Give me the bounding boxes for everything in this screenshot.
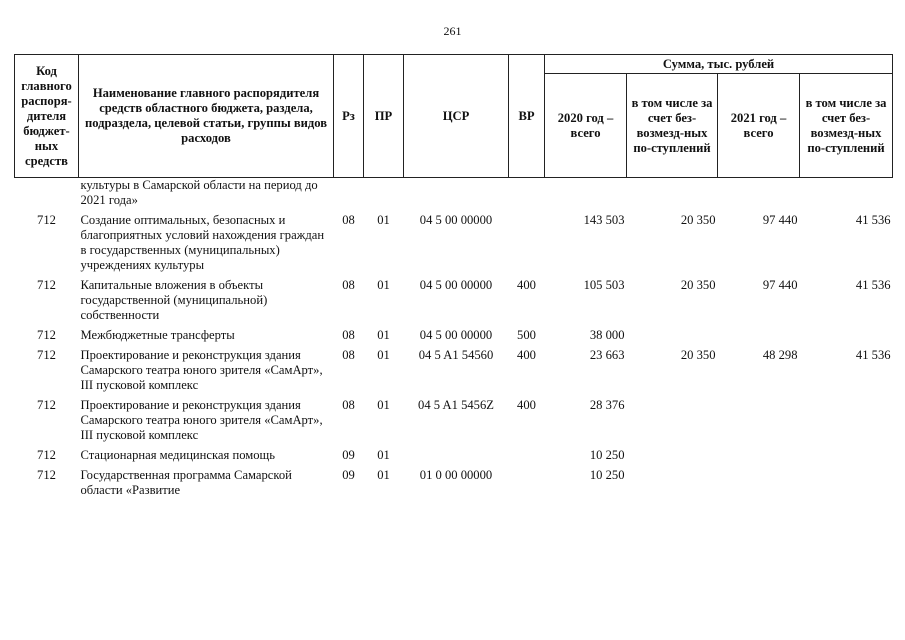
continuation-text: культуры в Самарской области на период до 2021 года» — [80, 178, 318, 207]
header-2020-free: в том числе за счет без-возмезд-ных по-ступлений — [627, 74, 718, 178]
cell-code: 712 — [37, 328, 56, 342]
cell-vr: 400 — [517, 348, 536, 362]
cell-vr — [509, 447, 545, 467]
cell-2020-free: 20 350 — [680, 278, 716, 292]
header-code: Код главного распоря-дителя бюджет-ных средств — [15, 55, 79, 178]
header-2021-free: в том числе за счет без-возмезд-ных по-ступлений — [800, 74, 893, 178]
table-row-continuation — [15, 178, 893, 213]
cell-pr: 01 — [377, 398, 390, 412]
cell-name: Проектирование и реконструкция здания Самарского театра юного зрителя «СамАрт», III пусковой комплекс — [80, 348, 323, 392]
header-vr: ВР — [509, 55, 545, 178]
cell-name: Межбюджетные трансферты — [80, 328, 235, 342]
cell-vr — [509, 212, 545, 277]
cell-csr: 04 5 00 00000 — [419, 328, 493, 342]
cell-csr: 04 5 00 00000 — [419, 213, 493, 227]
cell-2020-free — [627, 327, 718, 347]
cell-rz: 08 — [342, 398, 355, 412]
cell-2020-total: 23 663 — [589, 348, 625, 362]
cell-2021-total — [718, 467, 800, 502]
cell-2021-free: 41 536 — [855, 348, 891, 362]
cell-name: Капитальные вложения в объекты государственной (муниципальной) собственности — [80, 278, 268, 322]
cell-name: Государственная программа Самарской области «Развитие — [80, 468, 292, 497]
cell-2020-free — [627, 447, 718, 467]
cell-pr: 01 — [377, 328, 390, 342]
cell-2020-total: 28 376 — [589, 398, 625, 412]
cell-2020-free: 20 350 — [680, 348, 716, 362]
cell-2020-total: 105 503 — [583, 278, 625, 292]
cell-2021-free — [800, 467, 893, 502]
cell-code: 712 — [37, 468, 56, 482]
cell-rz: 08 — [342, 328, 355, 342]
cell-csr — [404, 447, 509, 467]
table-row — [15, 347, 893, 397]
page-number: 261 — [443, 24, 462, 38]
cell-rz: 08 — [342, 348, 355, 362]
cell-rz: 08 — [342, 278, 355, 292]
cell-vr — [509, 467, 545, 502]
cell-2020-total: 10 250 — [589, 448, 625, 462]
cell-2021-free: 41 536 — [855, 213, 891, 227]
cell-name: Создание оптимальных, безопасных и благоприятных условий нахождения граждан в государственных (муниципальных) учреждениях культуры — [80, 213, 325, 272]
table-row — [15, 327, 893, 347]
header-name: Наименование главного распорядителя средств областного бюджета, раздела, подраздела, целевой статьи, группы видов расходов — [79, 55, 334, 178]
cell-2020-total: 143 503 — [583, 213, 625, 227]
cell-code: 712 — [37, 213, 56, 227]
cell-2021-total — [718, 327, 800, 347]
cell-rz: 08 — [342, 213, 355, 227]
cell-csr: 04 5 A1 54560 — [418, 348, 494, 362]
cell-pr: 01 — [377, 348, 390, 362]
table-row — [15, 447, 893, 467]
cell-pr: 01 — [377, 468, 390, 482]
cell-pr: 01 — [377, 448, 390, 462]
cell-2020-free: 20 350 — [680, 213, 716, 227]
cell-2021-total: 97 440 — [762, 213, 798, 227]
cell-csr: 04 5 A1 5456Z — [418, 398, 494, 412]
cell-2021-free: 41 536 — [855, 278, 891, 292]
cell-2021-total: 97 440 — [762, 278, 798, 292]
cell-code: 712 — [37, 398, 56, 412]
cell-name: Проектирование и реконструкция здания Самарского театра юного зрителя «СамАрт», III пусковой комплекс — [80, 398, 323, 442]
table-header — [15, 55, 893, 178]
cell-2021-free — [800, 447, 893, 467]
cell-2021-total — [718, 397, 800, 447]
table-row — [15, 467, 893, 502]
budget-table — [14, 54, 893, 502]
cell-2020-free — [627, 467, 718, 502]
cell-2021-free — [800, 327, 893, 347]
cell-rz: 09 — [342, 468, 355, 482]
cell-2020-total: 10 250 — [589, 468, 625, 482]
cell-pr: 01 — [377, 213, 390, 227]
table-row — [15, 397, 893, 447]
header-2020-total: 2020 год – всего — [545, 74, 627, 178]
header-sum: Сумма, тыс. рублей — [545, 55, 893, 74]
cell-2020-free — [627, 397, 718, 447]
header-csr: ЦСР — [404, 55, 509, 178]
cell-vr: 400 — [517, 398, 536, 412]
header-2021-total: 2021 год – всего — [718, 74, 800, 178]
table-row — [15, 212, 893, 277]
cell-vr: 500 — [517, 328, 536, 342]
cell-2021-total — [718, 447, 800, 467]
cell-2021-total: 48 298 — [762, 348, 798, 362]
header-rz: Рз — [334, 55, 364, 178]
table-row — [15, 277, 893, 327]
cell-code: 712 — [37, 448, 56, 462]
cell-csr: 01 0 00 00000 — [419, 468, 493, 482]
cell-rz: 09 — [342, 448, 355, 462]
cell-name: Стационарная медицинская помощь — [80, 448, 275, 462]
cell-code: 712 — [37, 278, 56, 292]
table-body — [15, 178, 893, 503]
cell-csr: 04 5 00 00000 — [419, 278, 493, 292]
cell-vr: 400 — [517, 278, 536, 292]
cell-pr: 01 — [377, 278, 390, 292]
cell-code: 712 — [37, 348, 56, 362]
header-pr: ПР — [364, 55, 404, 178]
cell-2021-free — [800, 397, 893, 447]
cell-2020-total: 38 000 — [589, 328, 625, 342]
